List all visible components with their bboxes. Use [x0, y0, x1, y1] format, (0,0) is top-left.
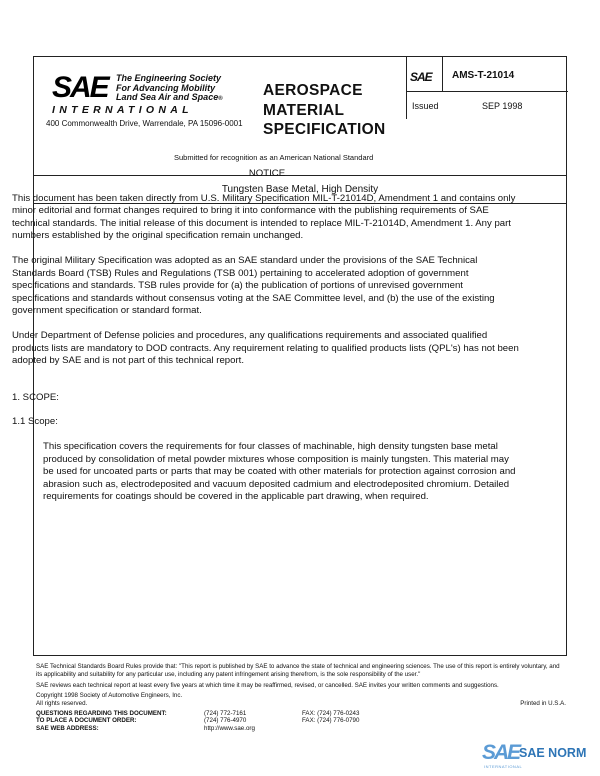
- contact-spacer: [302, 725, 422, 732]
- tagline-line-1: The Engineering Society: [116, 73, 222, 83]
- footer: [36, 663, 566, 732]
- web-label: SAE WEB ADDRESS:: [36, 724, 99, 732]
- doc-type-line-2: MATERIAL: [263, 101, 345, 119]
- submitted-note: Submitted for recognition as an American National Standard: [174, 153, 374, 162]
- review-note: SAE reviews each technical report at least every five years at which time it may be reaffirmed, revised, or cancelled. SAE invites your written comments and suggestions.: [36, 681, 499, 689]
- document-title: Tungsten Base Metal, High Density: [221, 184, 379, 195]
- header-divider-vertical: [406, 57, 407, 119]
- document-number: AMS-T-21014: [452, 70, 515, 81]
- contact-table: [36, 710, 566, 732]
- rights-text: All rights reserved.: [36, 700, 88, 708]
- small-sae-logo: SAE: [410, 70, 432, 84]
- notice-heading: NOTICE: [248, 168, 286, 179]
- order-label: TO PLACE A DOCUMENT ORDER:: [36, 717, 137, 725]
- issued-label: Issued: [412, 101, 439, 111]
- doc-type-line-3: SPECIFICATION: [263, 121, 386, 138]
- order-phone[interactable]: (724) 776-4970: [204, 717, 247, 725]
- sae-norm-watermark: [482, 742, 594, 772]
- watermark-subtext: INTERNATIONAL: [484, 764, 523, 769]
- sae-logo-block: [52, 71, 223, 116]
- printed-location: Printed in U.S.A.: [520, 700, 566, 708]
- notice-paragraph-2: The original Military Specification was adopted as an SAE standard under the provisions of the SAE Technical Standards Board (TSB) Rules and Regulations (TSB 001) pertaining to accelerated adoption of government specifications and standards. TSB rules provide for (a) the publication of portions of unrevised government specifications and standards without consensus voting at the SAE Committee level, and (b) the use of the existing government specification or standard format.: [12, 254, 495, 317]
- header-divider-horizontal: [406, 91, 568, 92]
- header-row: [34, 57, 566, 176]
- tagline-line-3: [116, 93, 223, 105]
- web-url-link[interactable]: http://www.sae.org: [204, 724, 255, 732]
- notice-paragraph-1: This document has been taken directly from U.S. Military Specification MIL-T-21014D, Amendment 1 and contains only minor editorial and format changes required to bring it into conformance with the publishing requirements of SAE technical standards. The initial release of this document is intended to replace MIL-T-21014D, Amendment 1. Any part numbers established by the original specification remain unchanged.: [12, 192, 516, 242]
- section-1-heading: 1. SCOPE:: [12, 391, 59, 403]
- document-type-title: [263, 81, 385, 140]
- questions-fax: FAX: (724) 776-0243: [302, 709, 360, 717]
- watermark-logo-icon: SAE: [482, 741, 520, 764]
- tagline-line-2: For Advancing Mobility: [116, 82, 216, 93]
- document-body: [12, 168, 522, 516]
- issued-date: SEP 1998: [482, 101, 523, 111]
- registered-mark: ®: [218, 96, 223, 102]
- copyright-block: [36, 692, 566, 708]
- tsb-rules-note: SAE Technical Standards Board Rules provide that: "This report is published by SAE to advance the state of technical and engineering sciences. The use of this report is entirely voluntary, and its applicability and suitability for any particular use, including any patent infringement arising therefrom, is the sole responsibility of the user.": [36, 663, 560, 678]
- sae-logo-mark: SAE: [52, 71, 108, 104]
- tagline-line-3-text: Land Sea Air and Space: [116, 92, 219, 102]
- scope-paragraph: This specification covers the requirements for four classes of machinable, high density tungsten base metal produced by consolidation of metal powder mixtures whose composition is mainly tungsten. This material may be used for uncoated parts or parts that may be coated with other materials for protection against corrosion and abrasion such as, electrodeposited and vacuum deposited cadmium and electrodeposited chromium. Detailed requirements for coatings should be covered in the applicable part drawing, when required.: [43, 440, 516, 503]
- doc-type-line-1: AEROSPACE: [263, 82, 363, 99]
- watermark-text: SAE NORM: [519, 746, 587, 760]
- sae-tagline: [116, 74, 223, 105]
- sae-address: 400 Commonwealth Drive, Warrendale, PA 15096-0001: [46, 119, 243, 128]
- questions-label: QUESTIONS REGARDING THIS DOCUMENT:: [36, 709, 167, 717]
- questions-phone[interactable]: (724) 772-7161: [204, 709, 247, 717]
- order-fax: FAX: (724) 776-0790: [302, 717, 360, 725]
- international-label: INTERNATIONAL: [52, 104, 193, 116]
- copyright-text: Copyright 1998 Society of Automotive Engineers, Inc.: [36, 692, 183, 700]
- section-1-1-heading: 1.1 Scope:: [12, 416, 58, 428]
- header-divider-vertical-2: [442, 57, 443, 91]
- notice-paragraph-3: Under Department of Defense policies and procedures, any qualifications requirements and associated qualified products lists are mandatory to DOD contracts. Any requirement relating to qualified products lists (QPL's) has not been adopted by SAE and is not part of this technical report.: [12, 329, 519, 367]
